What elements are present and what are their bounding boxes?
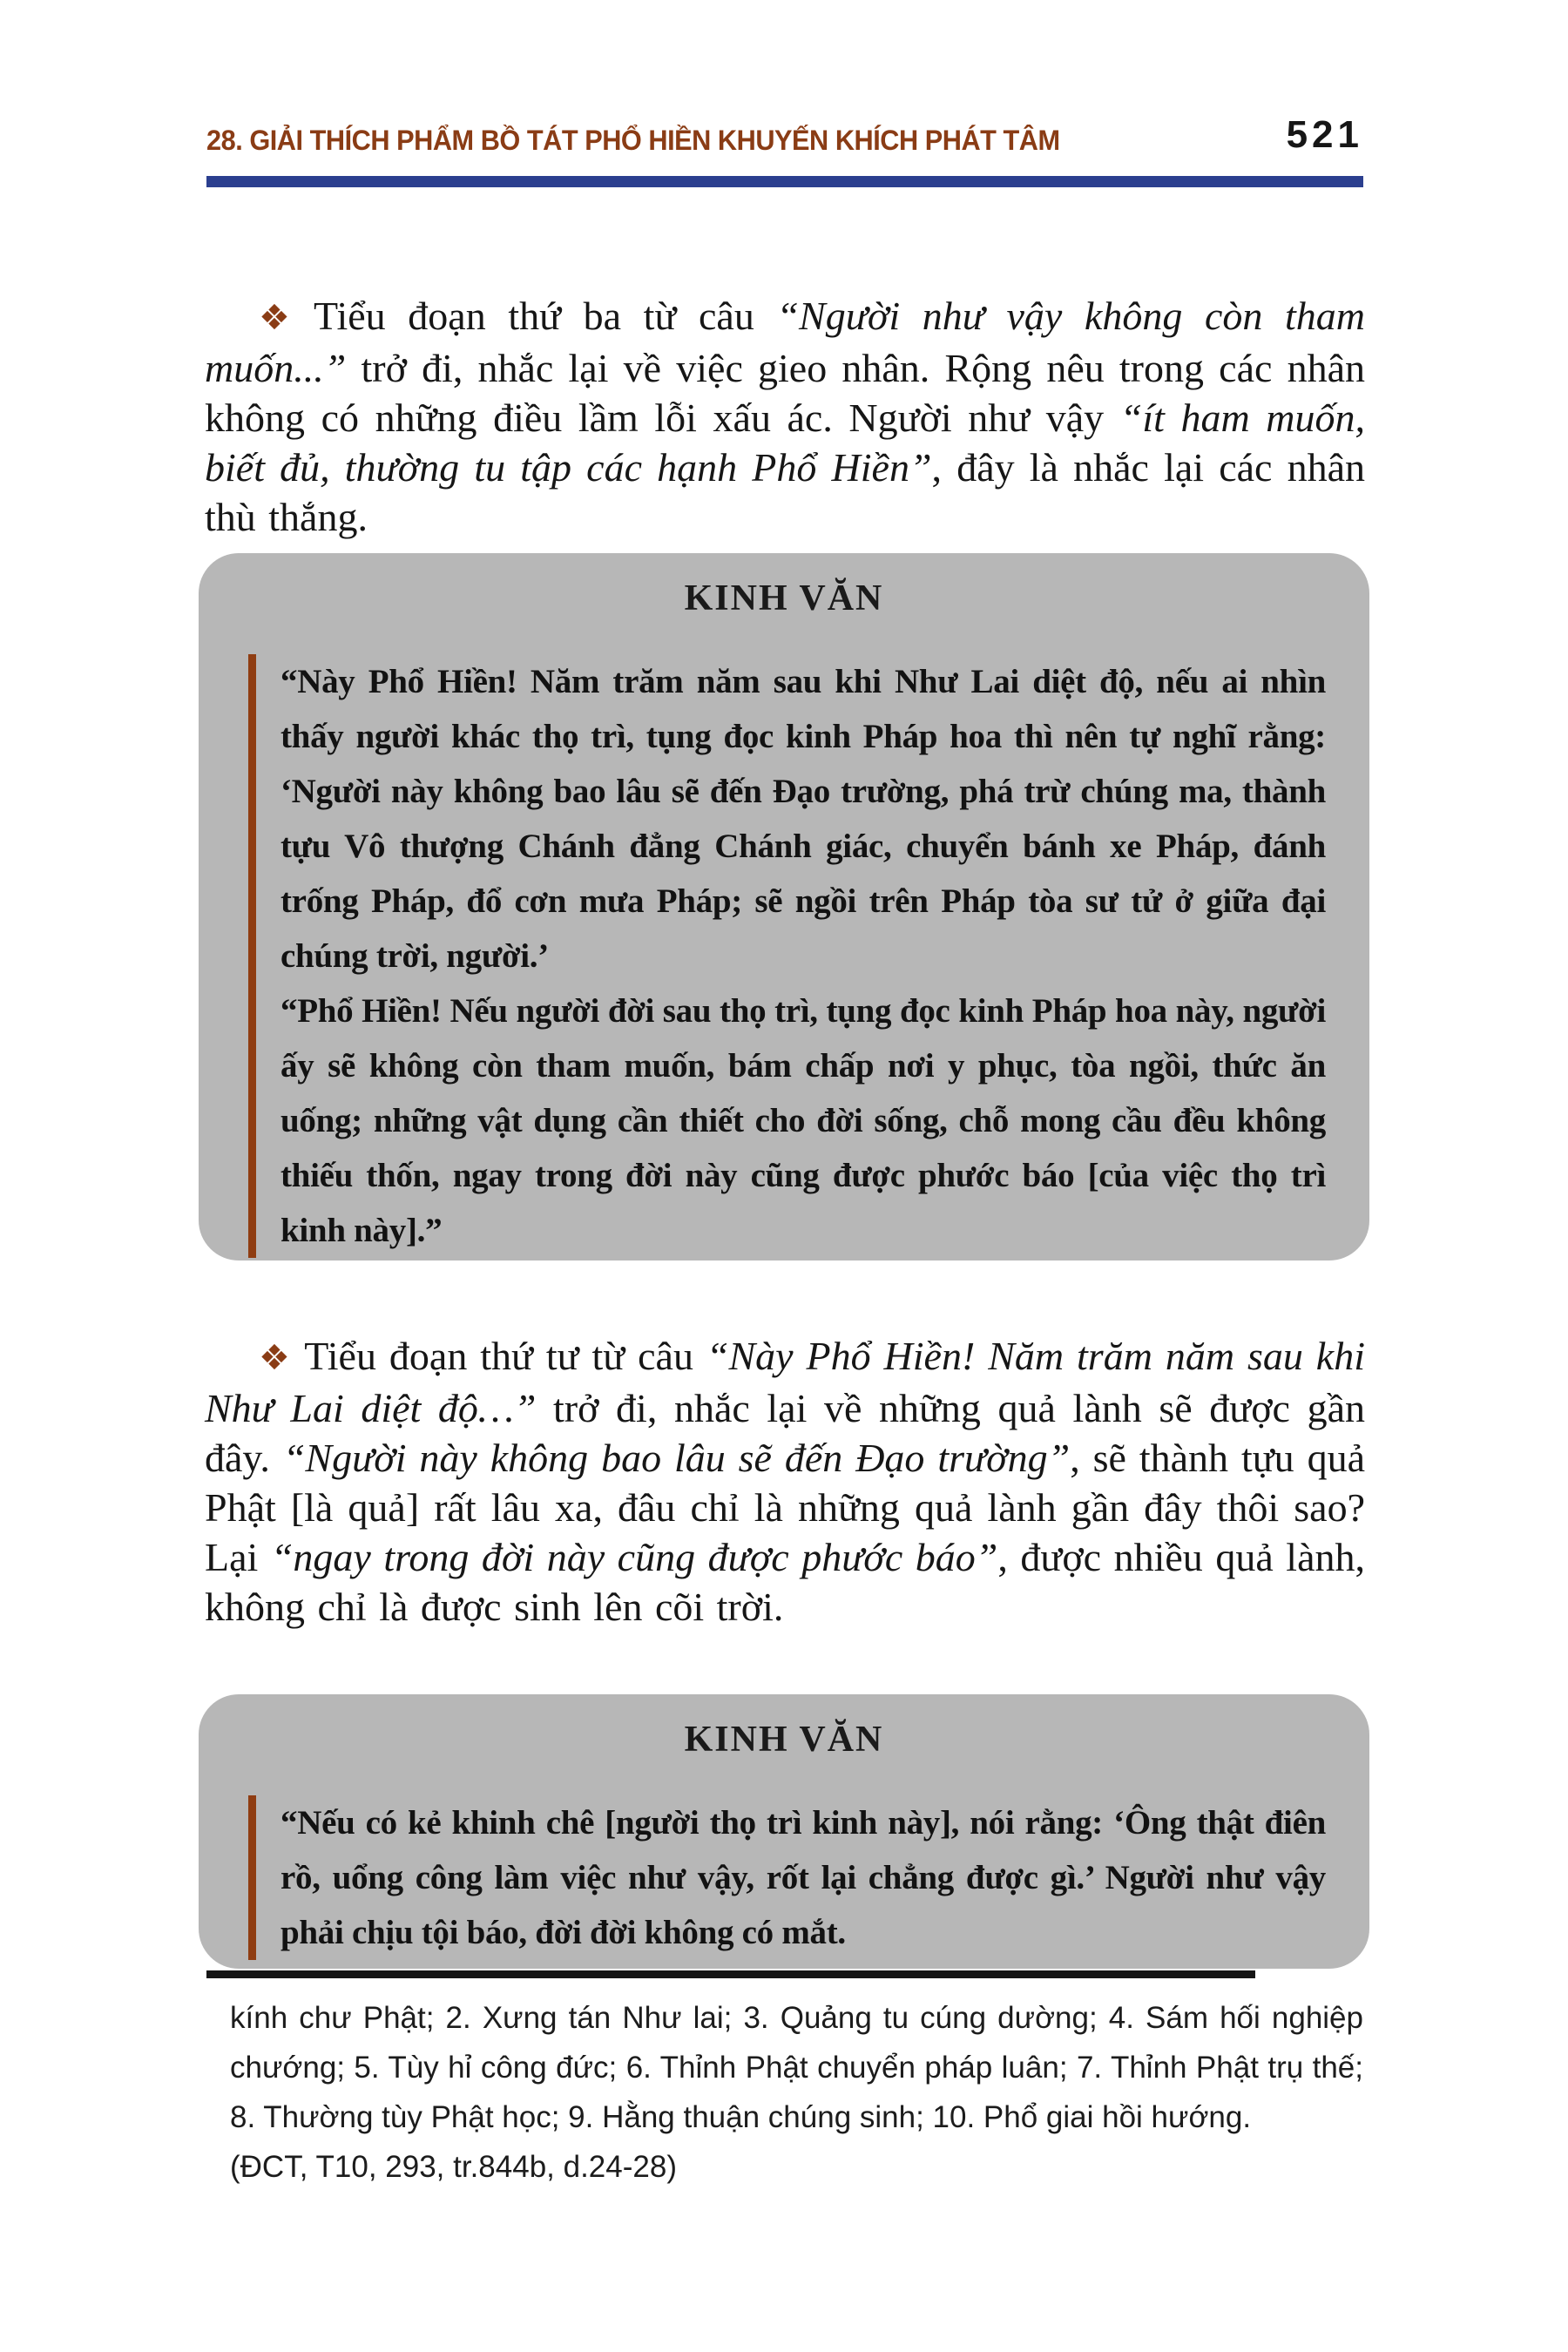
sutra-quote: “Phổ Hiền! Nếu người đời sau thọ trì, tụng đọc kinh Pháp hoa này, người ấy sẽ không còn tham muốn, bám chấp nơi y phục, tòa ngồi, thức ăn uống; những vật dụng cần thiết cho đời sống, chỗ mong cầu đều không thiếu thốn, ngay trong đời này cũng được phước báo [của việc thọ trì kinh này].” (280, 992, 1326, 1249)
chapter-heading: 28. GIẢI THÍCH PHẨM BỒ TÁT PHỔ HIỀN KHUYẾN KHÍCH PHÁT TÂM (206, 125, 1060, 156)
sutra-quote: “Nếu có kẻ khinh chê [người thọ trì kinh này], nói rằng: ‘Ông thật điên rồ, uổng công làm việc như vậy, rốt lại chẳng được gì.’ Người như vậy phải chịu tội báo, đời đời không có mắt. (280, 1804, 1326, 1951)
diamond-bullet-icon: ❖ (259, 298, 300, 338)
quote-bar (248, 654, 1326, 1258)
footnote-citation: (ĐCT, T10, 293, tr.844b, d.24-28) (230, 2150, 677, 2184)
kinh-van-title: KINH VĂN (684, 1720, 884, 1760)
header-rule (206, 176, 1363, 187)
commentary-paragraph-1-text: Tiểu đoạn thứ ba từ câu “Người như vậy không còn tham muốn...” trở đi, nhắc lại về việc gieo nhân. Rộng nêu trong các nhân không có những điều lầm lỗi xấu ác. Người như vậy “ít ham muốn, biết đủ, thường tu tập các hạnh Phổ Hiền”, đây là nhắc lại các nhân thù thắng. (205, 294, 1366, 539)
commentary-paragraph-2 (205, 1331, 1365, 1632)
kinh-van-title: KINH VĂN (684, 578, 884, 618)
quote-bar (248, 1795, 1326, 1960)
footnote-separator (206, 1970, 1255, 1978)
commentary-paragraph-2-text: Tiểu đoạn thứ tư từ câu “Này Phổ Hiền! Năm trăm năm sau khi Như Lai diệt độ…” trở đi, nhắc lại về những quả lành sẽ được gần đây. “Người này không bao lâu sẽ đến Đạo trường”, sẽ thành tựu quả Phật [là quả] rất lâu xa, đâu chỉ là những quả lành gần đây thôi sao? Lại “ngay trong đời này cũng được phước báo”, được nhiều quả lành, không chỉ là được sinh lên cõi trời. (205, 1334, 1366, 1629)
sutra-quote: “Này Phổ Hiền! Năm trăm năm sau khi Như Lai diệt độ, nếu ai nhìn thấy người khác thọ trì, tụng đọc kinh Pháp hoa thì nên tự nghĩ rằng: ‘Người này không bao lâu sẽ đến Đạo trường, phá trừ chúng ma, thành tựu Vô thượng Chánh đẳng Chánh giác, chuyển bánh xe Pháp, đánh trống Pháp, đổ cơn mưa Pháp; sẽ ngồi trên Pháp tòa sư tử ở giữa đại chúng trời, người.’ (280, 663, 1326, 975)
commentary-paragraph-1 (205, 291, 1365, 542)
page-number: 521 (1286, 113, 1363, 156)
diamond-bullet-icon: ❖ (259, 1338, 291, 1378)
page-header (206, 113, 1363, 157)
kinh-van-box-2 (199, 1694, 1369, 1969)
footnote-continuation: kính chư Phật; 2. Xưng tán Như lai; 3. Quảng tu cúng dường; 4. Sám hối nghiệp chướng; 5. Tùy hỉ công đức; 6. Thỉnh Phật chuyển pháp luân; 7. Thỉnh Phật trụ thế; 8. Thường tùy Phật học; 9. Hằng thuận chúng sinh; 10. Phổ giai hồi hướng. (230, 2001, 1363, 2134)
kinh-van-box-1 (199, 553, 1369, 1260)
